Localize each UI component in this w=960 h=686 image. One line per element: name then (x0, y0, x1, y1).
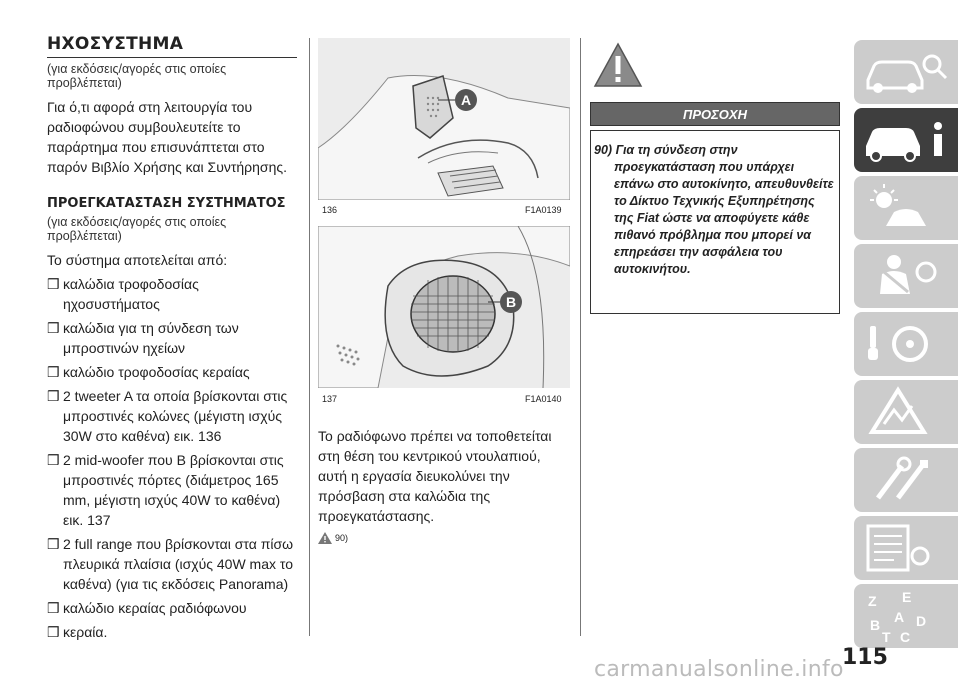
warning-body: προεγκατάσταση που υπάρχει επάνω στο αυτοκίνητο, απευθυνθείτε το Δίκτυο Τεχνικής Εξυπηρέτησης της Fiat ώστε να αποφύγετε κάθε πιθανό πρόβλημα που μπορεί να επηρεάσει την ασφάλεια του αυτοκινήτου. (614, 160, 834, 276)
radio-placement-paragraph: Το ραδιόφωνο πρέπει να τοποθετείται στη θέση του κεντρικού ντουλαπιού, αυτή η εργασία διευκολύνει την πρόσβαση στα καλώδια της προεγκατάστασης. (318, 428, 552, 524)
alphabet-index-icon (854, 584, 958, 648)
svg-text:Z: Z (868, 593, 877, 609)
component-list (47, 274, 299, 642)
svg-text:A: A (894, 609, 905, 625)
figure-137-mid-woofer (318, 226, 570, 388)
column-divider-right (580, 38, 581, 636)
figure-marker-b: B (505, 294, 517, 310)
figure-number: 137 (322, 394, 338, 404)
tab-safety[interactable] (854, 244, 958, 308)
warning-triangle-icon (318, 532, 332, 544)
tab-lights[interactable] (854, 176, 958, 240)
tab-emergency[interactable] (854, 380, 958, 444)
checkbox-bullet-icon: ❒ (47, 536, 60, 552)
warning-lead: Για τη σύνδεση στην (615, 143, 738, 157)
svg-text:T: T (882, 629, 891, 645)
figure-marker-a: A (460, 92, 472, 108)
checkbox-bullet-icon: ❒ (47, 276, 60, 292)
figure-136-tweeter (318, 38, 570, 200)
seatbelt-person-icon (854, 244, 958, 308)
checkbox-bullet-icon: ❒ (47, 388, 60, 404)
figure-code: F1A0140 (525, 394, 562, 404)
list-item: ❒ 2 full range που βρίσκονται στα πίσω πλευρικά πλαίσια (ισχύς 40W max το καθένα) (για τις εκδόσεις Panorama) (47, 536, 294, 592)
warning-heading: ΠΡΟΣΟΧΗ (590, 102, 840, 126)
warning-text (594, 142, 834, 278)
steering-wheel-key-icon (854, 312, 958, 376)
svg-text:D: D (916, 613, 927, 629)
tab-specifications[interactable] (854, 516, 958, 580)
warning-triangle-icon (593, 42, 643, 88)
svg-text:E: E (902, 589, 912, 605)
tweeter-illustration (318, 38, 570, 200)
figure-number: 136 (322, 205, 338, 215)
svg-text:B: B (870, 617, 881, 633)
checkbox-bullet-icon: ❒ (47, 320, 60, 336)
car-info-icon (854, 108, 958, 172)
list-item: ❒ καλώδιο κεραίας ραδιόφωνου (47, 600, 247, 616)
specifications-list-icon (854, 516, 958, 580)
tab-starting-driving[interactable] (854, 312, 958, 376)
warning-reference[interactable]: 90) (318, 532, 570, 544)
wrench-tools-icon (854, 448, 958, 512)
figure-code: F1A0139 (525, 205, 562, 215)
checkbox-bullet-icon: ❒ (47, 452, 60, 468)
list-item: ❒ καλώδια για τη σύνδεση των μπροστινών ηχείων (47, 320, 239, 356)
tab-maintenance[interactable] (854, 448, 958, 512)
title-underline (47, 57, 297, 58)
footer-watermark: carmanualsonline.info (594, 657, 844, 682)
page-number: 115 (842, 645, 888, 670)
checkbox-bullet-icon: ❒ (47, 624, 60, 640)
section-title: ΗΧΟΣΥΣΤΗΜΑ (47, 34, 184, 54)
warning-triangle-icon (854, 380, 958, 444)
subsection-title: ΠΡΟΕΓΚΑΤΑΣΤΑΣΗ ΣΥΣΤΗΜΑΤΟΣ (47, 196, 286, 211)
svg-text:C: C (900, 629, 911, 645)
tab-index[interactable] (854, 584, 958, 648)
column-divider-left (309, 38, 310, 636)
tab-car-info[interactable] (854, 108, 958, 172)
list-item: ❒ καλώδια τροφοδοσίας ηχοσυστήματος (47, 276, 199, 312)
checkbox-bullet-icon: ❒ (47, 600, 60, 616)
list-item: ❒ καλώδιο τροφοδοσίας κεραίας (47, 364, 250, 380)
left-column (47, 34, 299, 642)
car-info-search-icon (854, 40, 958, 104)
checkbox-bullet-icon: ❒ (47, 364, 60, 380)
tab-car-info-search[interactable] (854, 40, 958, 104)
lights-icon (854, 176, 958, 240)
system-intro: Το σύστημα αποτελείται από: (47, 252, 228, 268)
intro-paragraph: Για ό,τι αφορά στη λειτουργία του ραδιοφώνου συμβουλευτείτε το παράρτημα που επισυνάπτεται στο παρόν Βιβλίο Χρήσης και Συντήρησης. (47, 99, 287, 175)
middle-column-text (318, 426, 570, 544)
warning-number: 90) (594, 143, 613, 157)
subsection-subtitle: (για εκδόσεις/αγορές στις οποίες προβλέπεται) (47, 215, 227, 243)
woofer-illustration (318, 226, 570, 388)
list-item: ❒ κεραία. (47, 624, 108, 640)
list-item: ❒ 2 mid-woofer που Β βρίσκονται στις μπροστινές πόρτες (διάμετρος 165 mm, μέγιστη ισχύς 40W το καθένα) εικ. 137 (47, 452, 284, 528)
list-item: ❒ 2 tweeter A τα οποία βρίσκονται στις μπροστινές κολώνες (μέγιστη ισχύς 30W στο καθένα) εικ. 136 (47, 388, 288, 444)
section-subtitle: (για εκδόσεις/αγορές στις οποίες προβλέπεται) (47, 62, 227, 90)
